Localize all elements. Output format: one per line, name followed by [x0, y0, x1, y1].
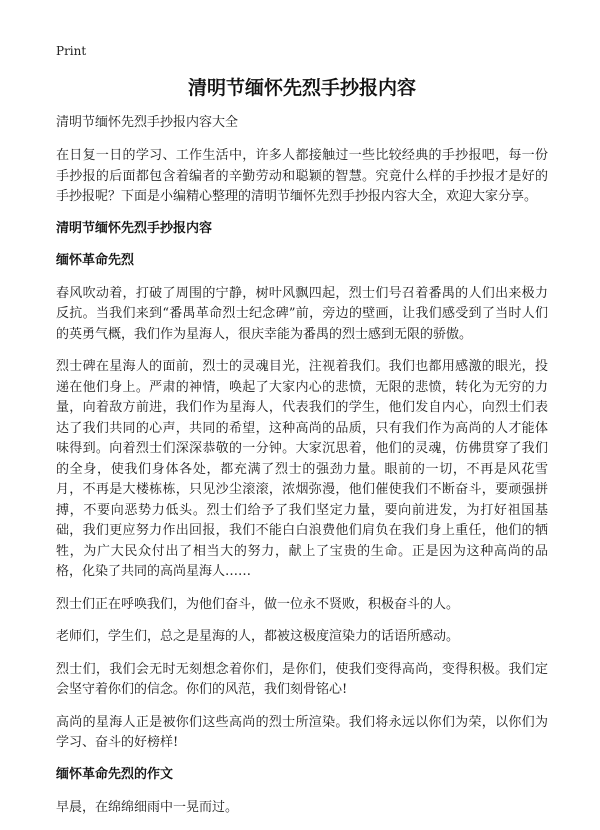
article: [56, 74, 548, 830]
body-paragraph: 春风吹动着，打破了周围的宁静，树叶风飘四起，烈士们号召着番禺的人们出来极力反抗。当我们来到“番禺革命烈士纪念碑”前，旁边的壁画，让我们感受到了当时人们的英勇气概，我们作为星海人，很庆幸能为番禺的烈士感到无限的骄傲。: [56, 285, 548, 342]
sub-heading-commemorate: 缅怀革命先烈: [56, 252, 135, 268]
intro-paragraph: 在日复一日的学习、工作生活中，许多人都接触过一些比较经典的手抄报吧，每一份手抄报的后面都包含着编者的辛勤劳动和聪颖的智慧。究竟什么样的手抄报才是好的手抄报呢？下面是小编精心整理的清明节缅怀先烈手抄报内容大全，欢迎大家分享。: [56, 148, 548, 204]
sub-heading-essay: 缅怀革命先烈的作文: [56, 766, 174, 782]
section-heading: 清明节缅怀先烈手抄报内容: [56, 220, 213, 236]
body-paragraph: 烈士碑在星海人的面前，烈士的灵魂目光，注视着我们。我们也都用感激的眼光，投递在他们身上。严肃的神情，唤起了大家内心的悲愤，无限的悲愤，转化为无穷的力量，向着敌方前进，我们作为星海人，代表我们的学生，他们发自内心，向烈士们表达了我们共同的心声，共同的希望，这种高尚的品质，只有我们作为高尚的人才能体味得到。向着烈士们深深恭敬的一分钟。大家沉思着，他们的灵魂，仿佛贯穿了我们的全身，使我们身体各处，都充满了烈士的强劲力量。眼前的一切，不再是风花雪月，不再是大楼栋栋，只见沙尘滚滚，浓烟弥漫，他们催使我们不断奋斗，要顽强拼搏，不要向恶势力低头。烈士们给予了我们坚定力量，要向前进发，为打好祖国基础，我们更应努力作出回报，我们不能白白浪费他们肩负在我们身上重任，他们的牺牲，为广大民众付出了相当大的努力，献上了宝贵的生命。正是因为这种高尚的品格，化染了共同的高尚星海人……: [56, 359, 548, 579]
body-paragraph: 烈士们，我们会无时无刻想念着你们，是你们，使我们变得高尚，变得积极。我们定会坚守着你们的信念。你们的风范，我们刻骨铭心!: [56, 661, 548, 697]
body-paragraph: 老师们，学生们，总之是星海的人，都被这极度渲染力的话语所感动。: [56, 629, 460, 644]
body-paragraph: 高尚的星海人正是被你们这些高尚的烈士所渲染。我们将永远以你们为荣，以你们为学习、奋斗的好榜样!: [56, 714, 548, 750]
body-paragraph: 早晨，在绵绵细雨中一晃而过。: [56, 799, 239, 815]
page-title: 清明节缅怀先烈手抄报内容: [187, 77, 416, 99]
print-link[interactable]: Print: [56, 44, 87, 58]
body-paragraph: 烈士们正在呼唤我们，为他们奋斗，做一位永不贤败，积极奋斗的人。: [56, 596, 460, 612]
subtitle: 清明节缅怀先烈手抄报内容大全: [56, 115, 239, 130]
